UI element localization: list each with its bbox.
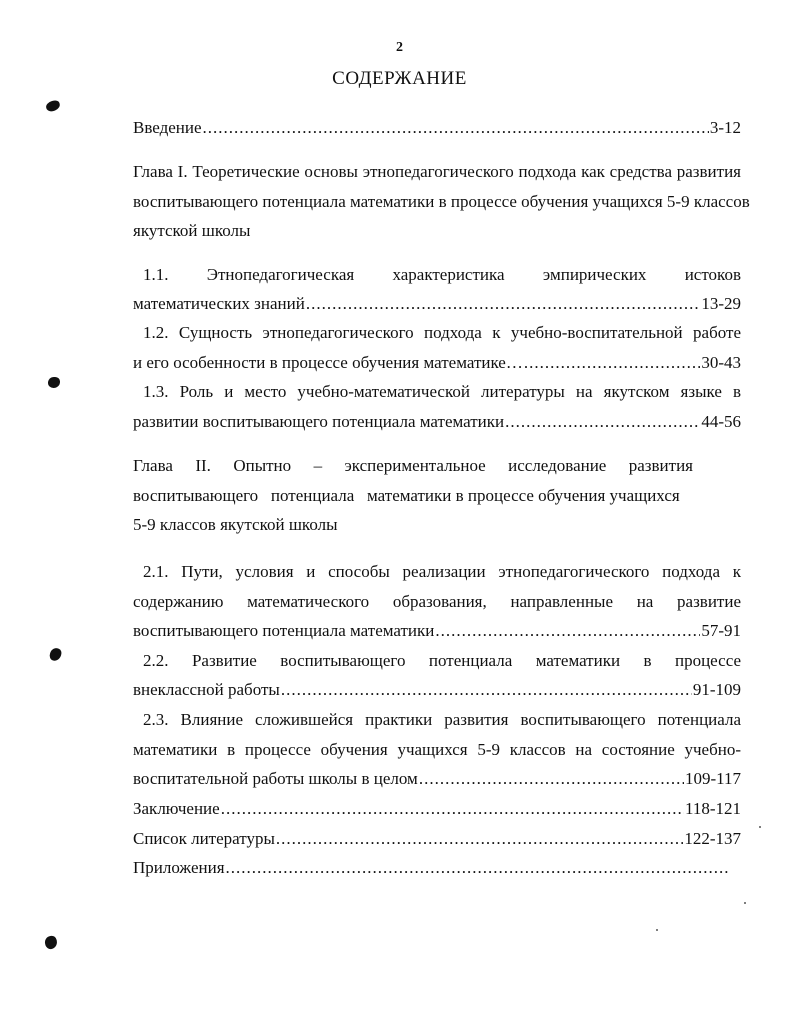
toc-entry-1-1-line1 bbox=[133, 265, 741, 285]
toc-entry-references bbox=[133, 829, 741, 849]
toc-entry-1-3-line1: 1.3. Роль и место учебно-математической литературы на якутском языке в bbox=[143, 382, 741, 401]
chapter1-line3: якутской школы bbox=[133, 221, 251, 240]
toc-entry-intro bbox=[133, 118, 741, 138]
toc-entry-page: 91-109 bbox=[692, 680, 741, 699]
chapter1-line2: воспитывающего потенциала математики в процессе обучения учащихся 5-9 классов bbox=[133, 192, 750, 211]
scan-speck bbox=[744, 902, 746, 904]
toc-entry-2-1-line3 bbox=[133, 621, 741, 641]
toc-entry-page: 122-137 bbox=[684, 829, 741, 848]
dot-leader bbox=[306, 294, 701, 314]
toc-entry-label: внеклассной работы bbox=[133, 680, 280, 699]
toc-entry-2-3-line1: 2.3. Влияние сложившейся практики развития воспитывающего потенциала bbox=[143, 710, 741, 729]
toc-entry-label: развитии воспитывающего потенциала математики bbox=[133, 412, 505, 431]
toc-entry-page: 3-12 bbox=[709, 118, 741, 137]
toc-entry-appendix bbox=[133, 858, 731, 878]
toc-entry-label: Заключение bbox=[133, 799, 220, 818]
page-number: 2 bbox=[396, 40, 403, 55]
toc-entry-2-3-line3 bbox=[133, 769, 741, 789]
scan-mark bbox=[48, 647, 63, 663]
word: – bbox=[313, 456, 323, 475]
dot-leader bbox=[203, 118, 709, 138]
chapter2-line1 bbox=[133, 456, 693, 476]
toc-entry-page: 30-43 bbox=[701, 353, 741, 372]
toc-entry-label: воспитывающего потенциала математики bbox=[133, 621, 435, 640]
toc-entry-label: Список литературы bbox=[133, 829, 275, 848]
word: эмпирических bbox=[542, 265, 647, 284]
scan-speck bbox=[759, 826, 761, 828]
scan-mark bbox=[48, 377, 60, 388]
word: Этнопедагогическая bbox=[206, 265, 355, 284]
toc-entry-2-2-line1: 2.2. Развитие воспитывающего потенциала математики в процессе bbox=[143, 651, 741, 670]
section-number: 1.1. bbox=[143, 265, 169, 284]
chapter2-line3: 5-9 классов якутской школы bbox=[133, 515, 338, 534]
word: Опытно bbox=[233, 456, 292, 475]
word: II. bbox=[195, 456, 211, 475]
page-title: СОДЕРЖАНИЕ bbox=[332, 68, 467, 89]
scan-mark bbox=[45, 99, 61, 112]
dot-leader bbox=[419, 769, 684, 789]
dot-leader bbox=[281, 680, 692, 700]
word: Глава bbox=[133, 456, 173, 475]
chapter1-line1: Глава I. Теоретические основы этнопедагогического подхода как средства развития bbox=[133, 162, 741, 181]
toc-entry-2-2-line2 bbox=[133, 680, 741, 700]
word: характеристика bbox=[392, 265, 505, 284]
chapter2-line2: воспитывающего потенциала математики в процессе обучения учащихся bbox=[133, 486, 680, 505]
toc-entry-label: математических знаний bbox=[133, 294, 305, 313]
toc-entry-page: 109-117 bbox=[684, 769, 741, 788]
toc-entry-page: 44-56 bbox=[701, 412, 741, 431]
dot-leader bbox=[276, 829, 683, 849]
toc-entry-page: 57-91 bbox=[701, 621, 741, 640]
word: экспериментальное bbox=[344, 456, 486, 475]
dot-leader bbox=[505, 412, 700, 432]
toc-entry-2-1-line2: содержанию математического образования, направленные на развитие bbox=[133, 592, 741, 611]
toc-entry-1-1-line2 bbox=[133, 294, 741, 314]
word: исследование bbox=[508, 456, 607, 475]
toc-entry-2-3-line2: математики в процессе обучения учащихся 5-9 классов на состояние учебно- bbox=[133, 740, 741, 759]
toc-entry-page: 118-121 bbox=[684, 799, 741, 818]
dot-leader bbox=[221, 799, 684, 819]
dot-leader bbox=[435, 621, 700, 641]
scan-mark bbox=[44, 935, 58, 950]
toc-entry-label: воспитательной работы школы в целом bbox=[133, 769, 418, 788]
dot-leader bbox=[524, 353, 700, 373]
toc-entry-label: Введение bbox=[133, 118, 202, 137]
toc-entry-1-2-line1: 1.2. Сущность этнопедагогического подхода к учебно-воспитательной работе bbox=[143, 323, 741, 342]
toc-entry-1-2-line2 bbox=[133, 353, 741, 373]
word: истоков bbox=[684, 265, 741, 284]
toc-entry-page: 13-29 bbox=[701, 294, 741, 313]
toc-entry-conclusion bbox=[133, 799, 741, 819]
toc-entry-2-1-line1: 2.1. Пути, условия и способы реализации этнопедагогического подхода к bbox=[143, 562, 741, 581]
scan-speck bbox=[656, 929, 658, 931]
toc-entry-label: Приложения bbox=[133, 858, 225, 877]
word: развития bbox=[628, 456, 693, 475]
dot-leader bbox=[226, 858, 730, 878]
toc-entry-label: и его особенности в процессе обучения математике… bbox=[133, 353, 523, 372]
toc-entry-1-3-line2 bbox=[133, 412, 741, 432]
